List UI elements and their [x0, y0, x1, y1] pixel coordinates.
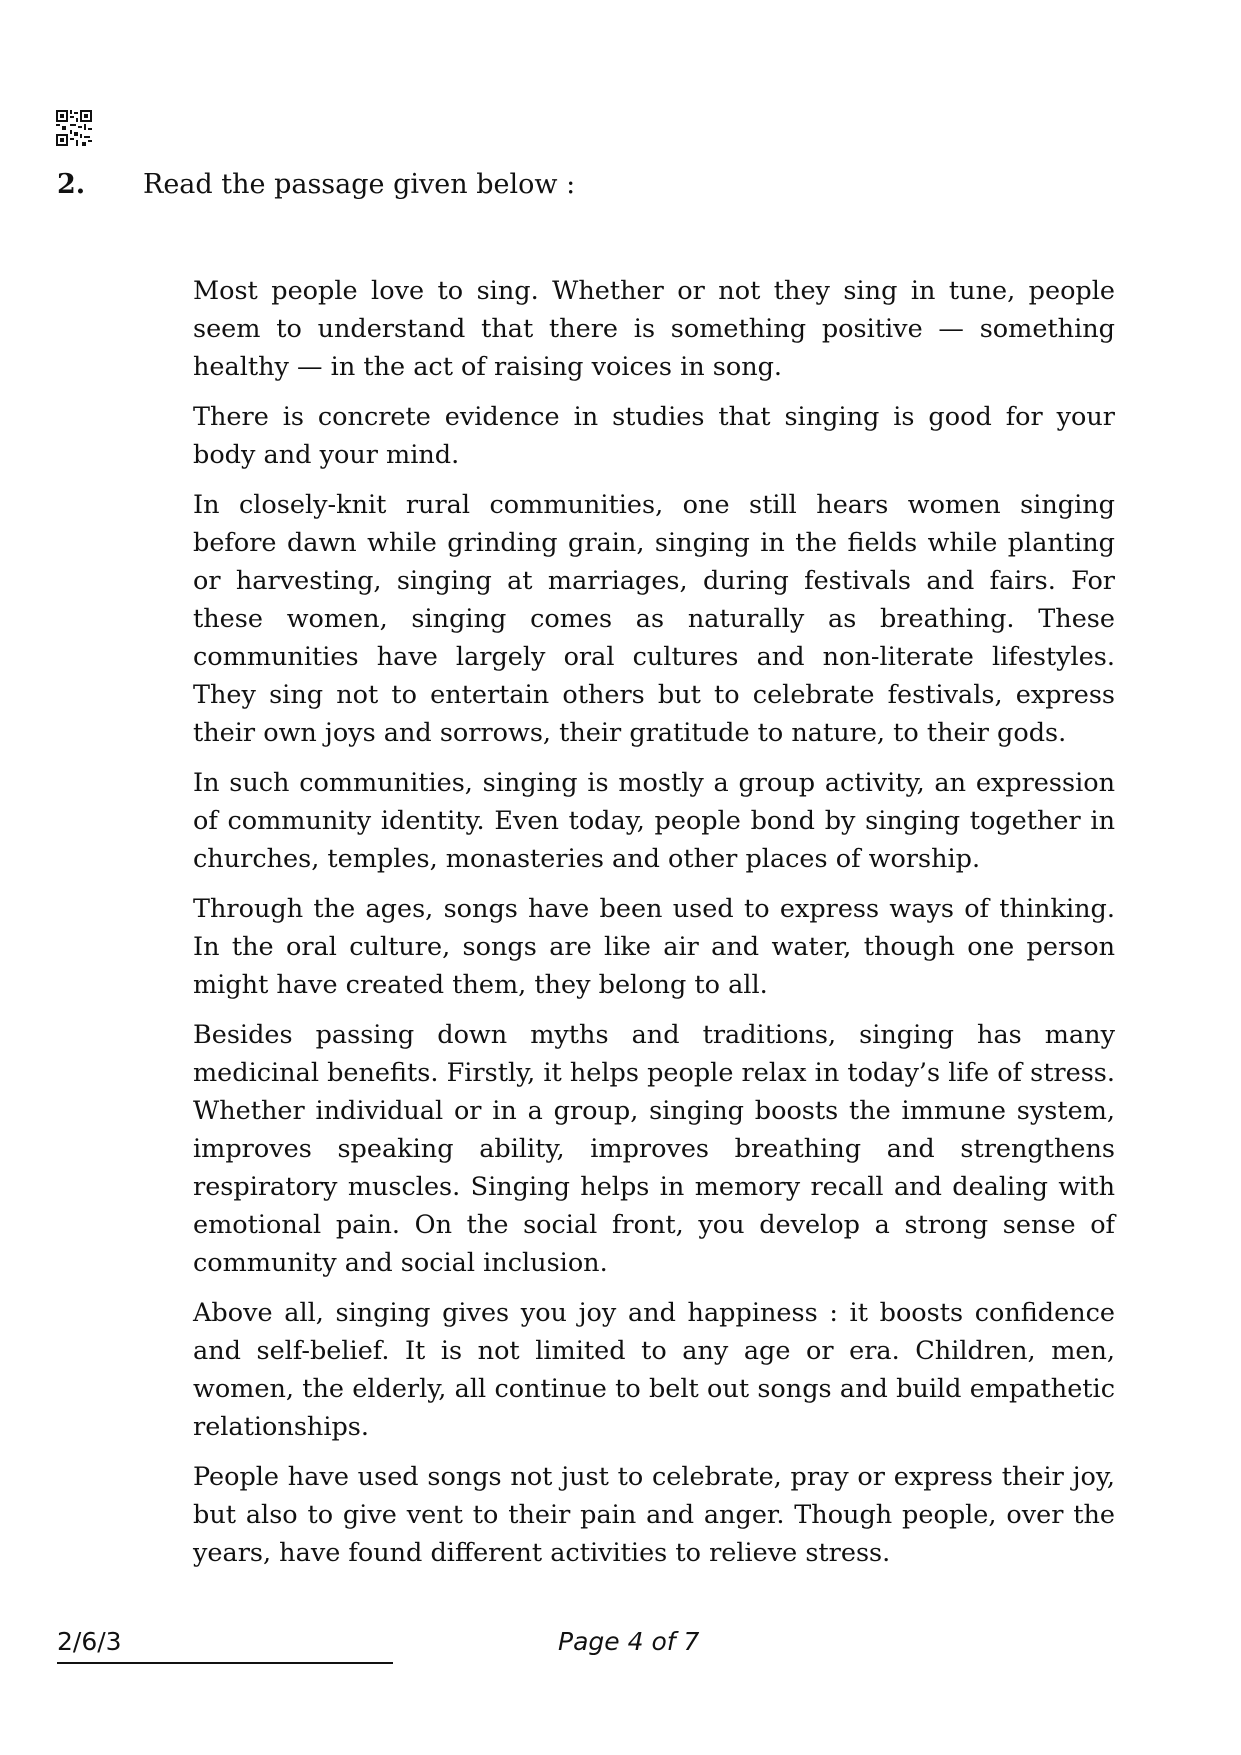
passage-paragraph: In closely-knit rural communities, one still hears women singing before dawn while grinding grain, singing in the fields while planting or harvesting, singing at marriages, during festivals and fairs. For these women, singing comes as naturally as breathing. These communities have largely oral cultures and non-literate lifestyles. They sing not to entertain others but to celebrate festivals, express their own joys and sorrows, their gratitude to nature, to their gods.	[193, 490, 1115, 748]
question-number: 2.	[57, 169, 86, 200]
passage-paragraph: Above all, singing gives you joy and happiness : it boosts confidence and self-belief. It is not limited to any age or era. Children, men, women, the elderly, all continue to belt out songs and build empathetic relationships.	[193, 1298, 1115, 1442]
question-instruction: Read the passage given below :	[143, 169, 576, 200]
passage-paragraph: In such communities, singing is mostly a group activity, an expression of community identity. Even today, people bond by singing together in churches, temples, monasteries and other places of worship.	[193, 768, 1115, 874]
passage-paragraph: Through the ages, songs have been used to express ways of thinking. In the oral culture, songs are like air and water, though one person might have created them, they belong to all.	[193, 894, 1115, 1000]
passage-paragraph: There is concrete evidence in studies that singing is good for your body and your mind.	[193, 402, 1115, 470]
paper-code: 2/6/3	[57, 1627, 122, 1656]
passage-paragraph: Most people love to sing. Whether or not they sing in tune, people seem to understand that there is something positive — something healthy — in the act of raising voices in song.	[193, 276, 1115, 382]
qr-code-icon	[56, 110, 92, 146]
page-number: Page 4 of 7	[558, 1627, 700, 1656]
footer-divider	[57, 1662, 393, 1664]
passage-paragraph: Besides passing down myths and traditions, singing has many medicinal benefits. Firstly, it helps people relax in today’s life of stress. Whether individual or in a group, singing boosts the immune system, improves speaking ability, improves breathing and strengthens respiratory muscles. Singing helps in memory recall and dealing with emotional pain. On the social front, you develop a strong sense of community and social inclusion.	[193, 1020, 1115, 1278]
passage-paragraph: People have used songs not just to celebrate, pray or express their joy, but also to give vent to their pain and anger. Though people, over the years, have found different activities to relieve stress.	[193, 1462, 1115, 1568]
passage	[193, 272, 1115, 1584]
